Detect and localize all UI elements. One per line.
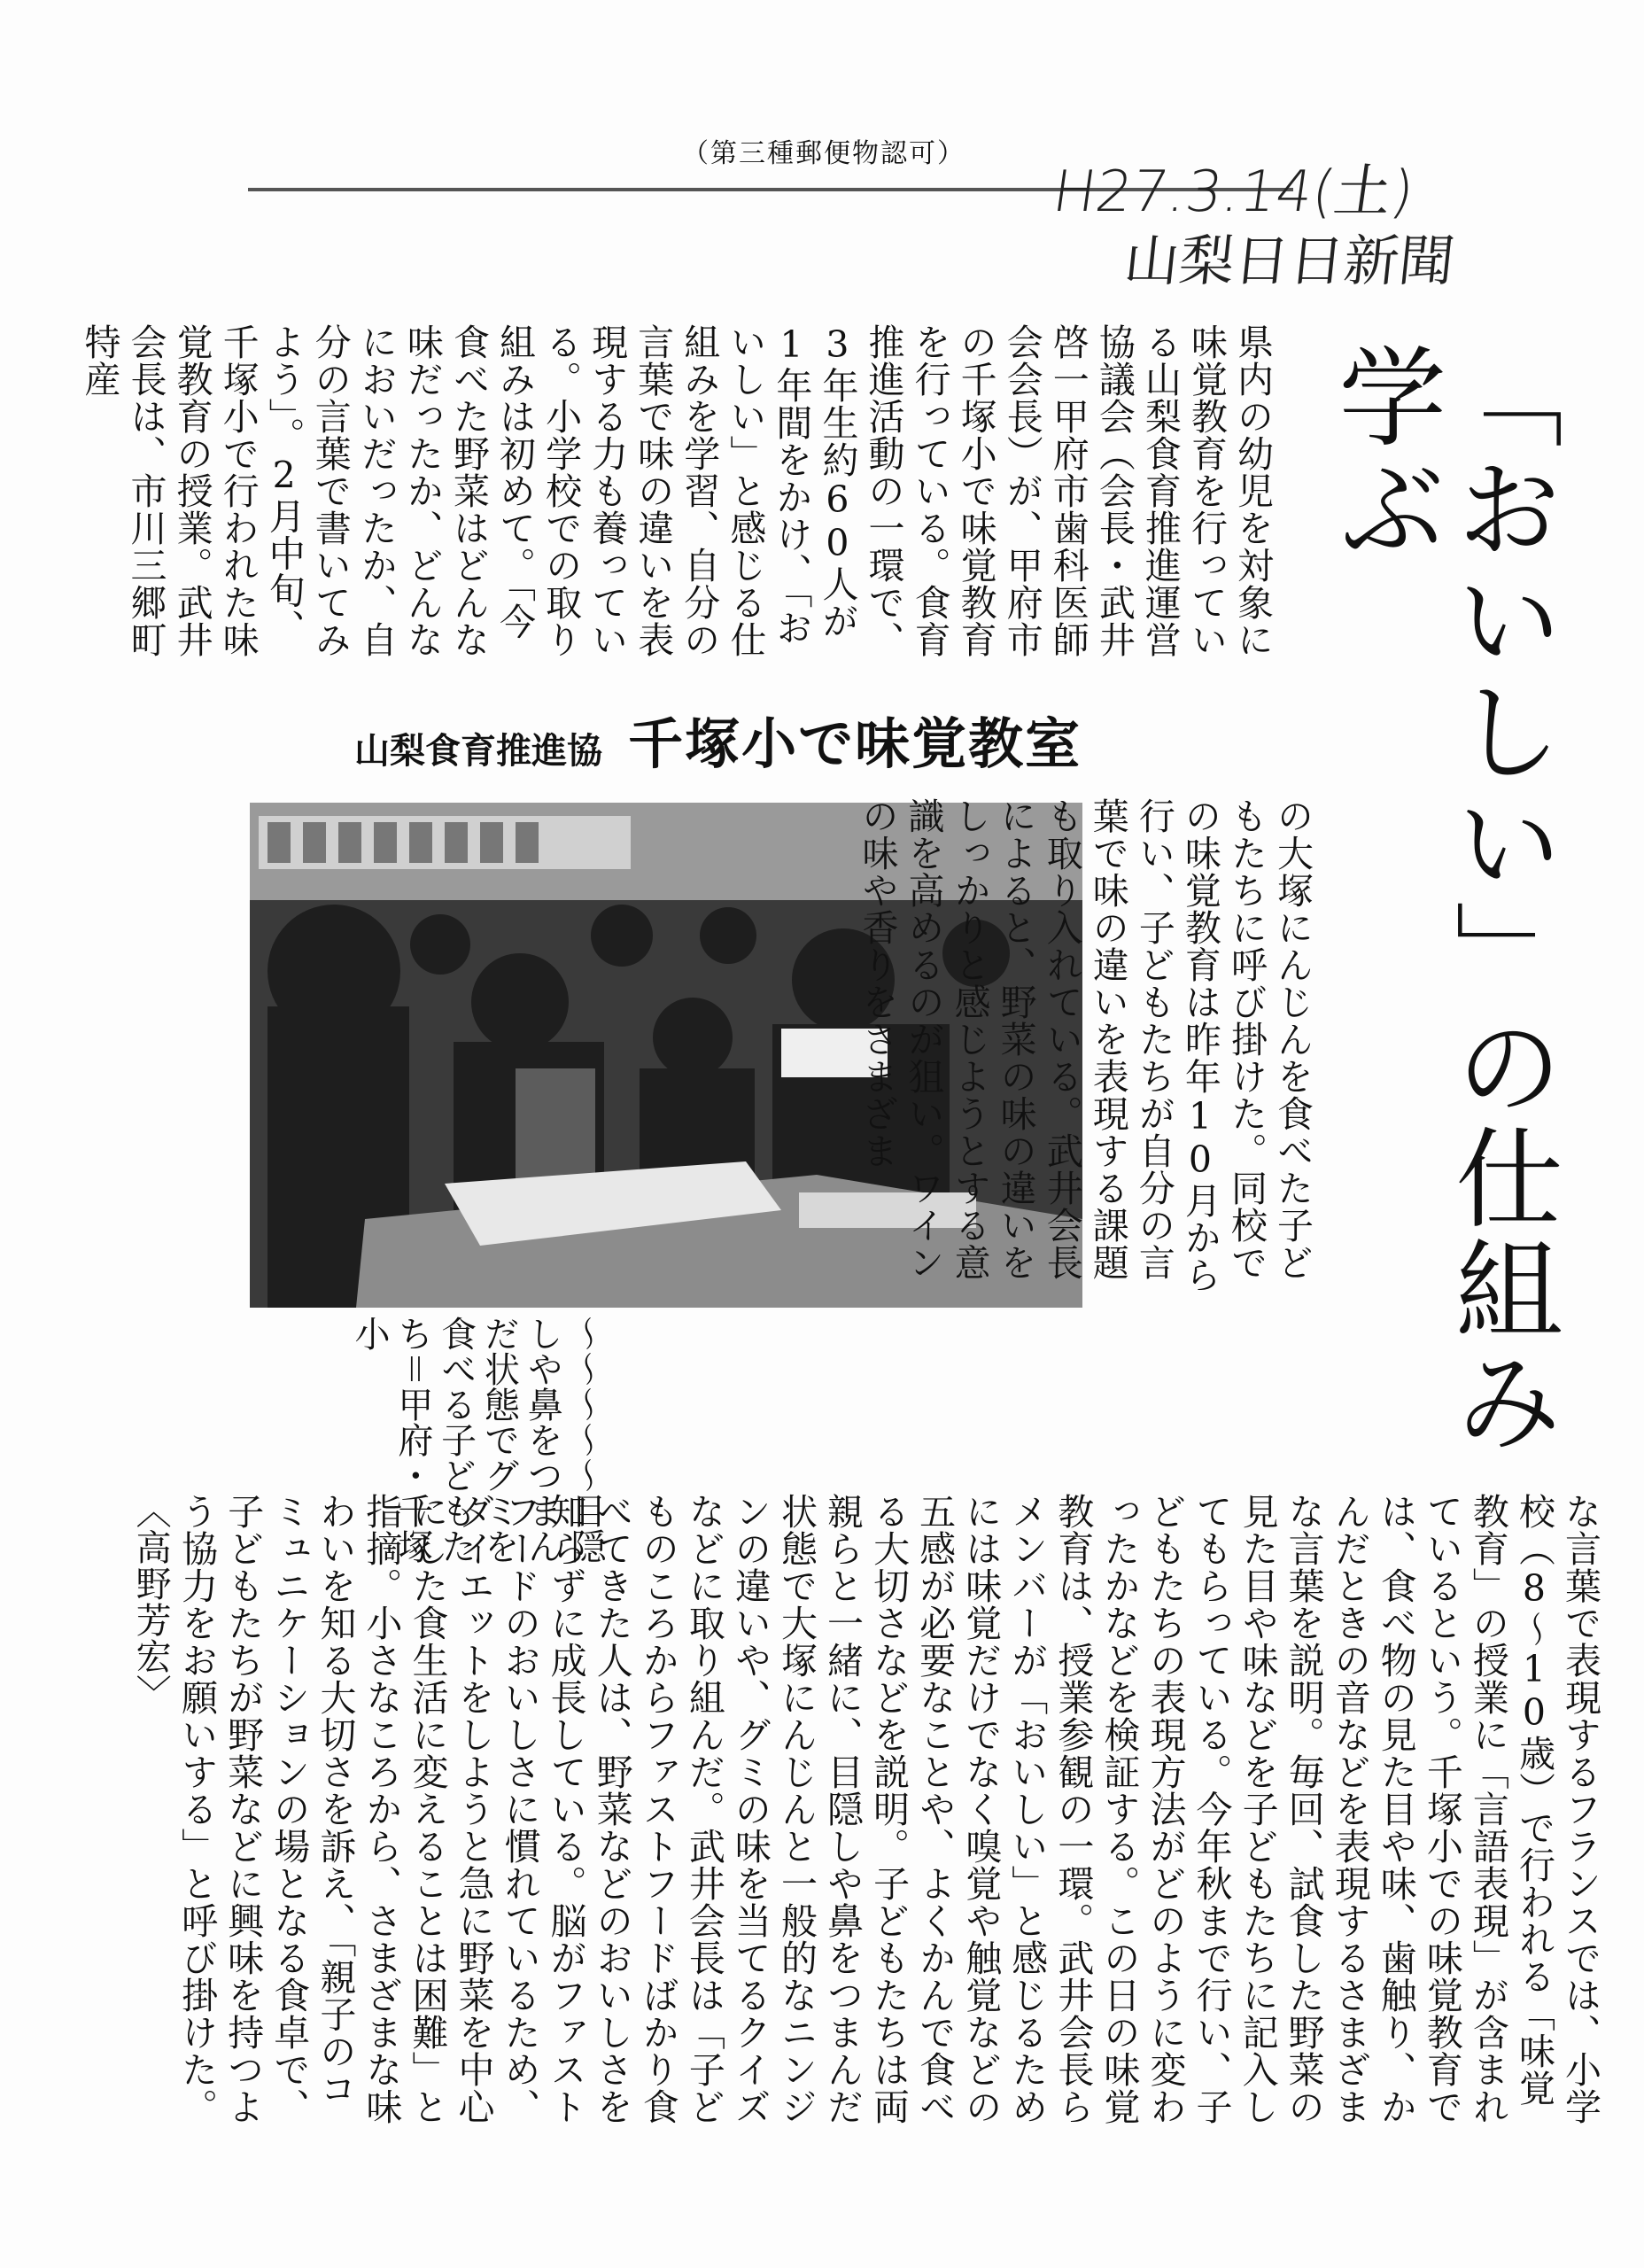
article-bottom-columns: [130, 1493, 1603, 2131]
handwritten-date: H27.3.14(土): [1048, 159, 1418, 225]
subheadline: [354, 700, 1082, 779]
subheadline-org: 山梨食育推進協: [354, 731, 602, 772]
postal-permit-note: （第三種郵便物認可）: [682, 138, 965, 169]
byline: 〈高野芳宏〉: [130, 1493, 172, 1711]
subheadline-title: 千塚小で味覚教室: [628, 711, 1082, 776]
handwritten-newspaper-name: 山梨日日新聞: [1121, 229, 1458, 293]
headline: 「おいしい」の仕組み学ぶ: [1320, 341, 1563, 1457]
article-middle-columns: の大塚にんじんを食べた子どもたちに呼び掛けた。同校での味覚教育は昨年10月から行い、子どもたちが自分の言葉で味の違いを表現する課題も取り入れている。武井会長によると、野菜の味の違いをしっかりと感じようとする意識を高めるのが狙い。ワインの味や香りをさまざま: [856, 797, 1314, 1293]
article-bottom-text: な言葉で表現するフランスでは、小学校（8〜10歳）で行われる「味覚教育」の授業に「言語表現」が含まれているという。千塚小での味覚教育では、食べ物の見た目や味、歯触り、かんだときの音などを表現するさまざまな言葉を説明。毎回、試食した野菜の見た目や味などを子どもたちに記入してもらっている。今年秋まで行い、子どもたちの表現方法がどのように変わったかなどを検証する。この日の味覚教育は、授業参観の一環。武井会長らメンバーが「おいしい」と感じるためには味覚だけでなく嗅覚や触覚などの五感が必要なことや、よくかんで食べる大切さなどを説明。子どもたちは両親らと一緒に、目隠しや鼻をつまんだ状態で大塚にんじんと一般的なニンジンの違いや、グミの味を当てるクイズなどに取り組んだ。武井会長は「子どものころからファストフードばかり食べてきた人は、野菜などのおいしさを知らずに成長している。脳がファストフードのおいしさに慣れているため、ダイエットをしようと急に野菜を中心にした食生活に変えることは困難」と指摘。小さなころから、さまざまな味わいを知る大切さを訴え、「親子のコミュニケーションの場となる食卓で、子どもたちが野菜などに興味を持つよう協力をお願いする」と呼び掛けた。: [175, 1493, 1601, 2125]
article-top-columns: 県内の幼児を対象に味覚教育を行っている山梨食育推進運営協議会（会長・武井啓一甲府市歯科医師会会長）が、甲府市の千塚小で味覚教育を行っている。食育推進活動の一環で、3年生約60人が1年間をかけ、「おいしい」と感じる仕組みを学習、自分の言葉で味の違いを表現する力も養っている。小学校での取り組みは初めて。「今食べた野菜はどんな味だったか、どんなにおいだったか、自分の言葉で書いてみよう」。2月中旬、千塚小で行われた味覚教育の授業。武井会長は、市川三郷町特産: [78, 323, 1274, 658]
photo-caption: 〜〜〜〜〜目隠しや鼻をつまんだ状態でグミを食べる子どもたち＝甲府・千塚小: [349, 1316, 606, 1564]
